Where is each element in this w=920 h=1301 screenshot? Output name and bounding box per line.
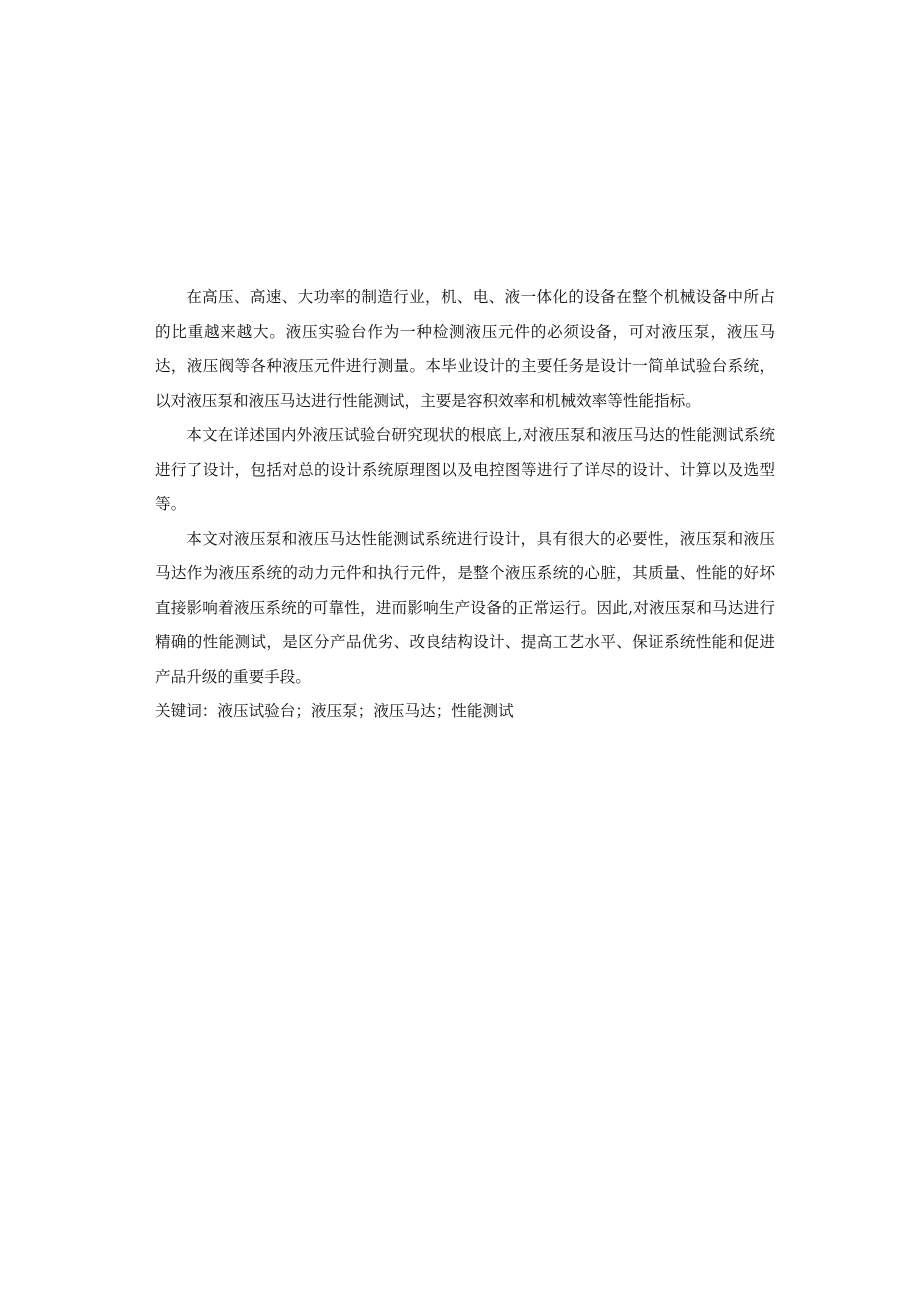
abstract-paragraph-3: 本文对液压泵和液压马达性能测试系统进行设计，具有很大的必要性，液压泵和液压马达作为液压系统的动力元件和执行元件，是整个液压系统的心脏，其质量、性能的好坏直接影响着液压系统的可靠性，进而影响生产设备的正常运行。因此,对液压泵和马达进行精确的性能测试，是区分产品优劣、改良结构设计、提高工艺水平、保证系统性能和促进产品升级的重要手段。 (155, 529, 775, 686)
keywords-line: 关键词：液压试验台；液压泵；液压马达；性能测试 (155, 702, 514, 720)
abstract-paragraph-2: 本文在详述国内外液压试验台研究现状的根底上,对液压泵和液压马达的性能测试系统进行了设计，包括对总的设计系统原理图以及电控图等进行了详尽的设计、计算以及选型等。 (155, 426, 775, 513)
abstract-body (155, 280, 775, 729)
abstract-paragraph-1: 在高压、高速、大功率的制造行业，机、电、液一体化的设备在整个机械设备中所占的比重越来越大。液压实验台作为一种检测液压元件的必须设备，可对液压泵，液压马达，液压阀等各种液压元件进行测量。本毕业设计的主要任务是设计一简单试验台系统，以对液压泵和液压马达进行性能测试，主要是容积效率和机械效率等性能指标。 (155, 288, 775, 410)
